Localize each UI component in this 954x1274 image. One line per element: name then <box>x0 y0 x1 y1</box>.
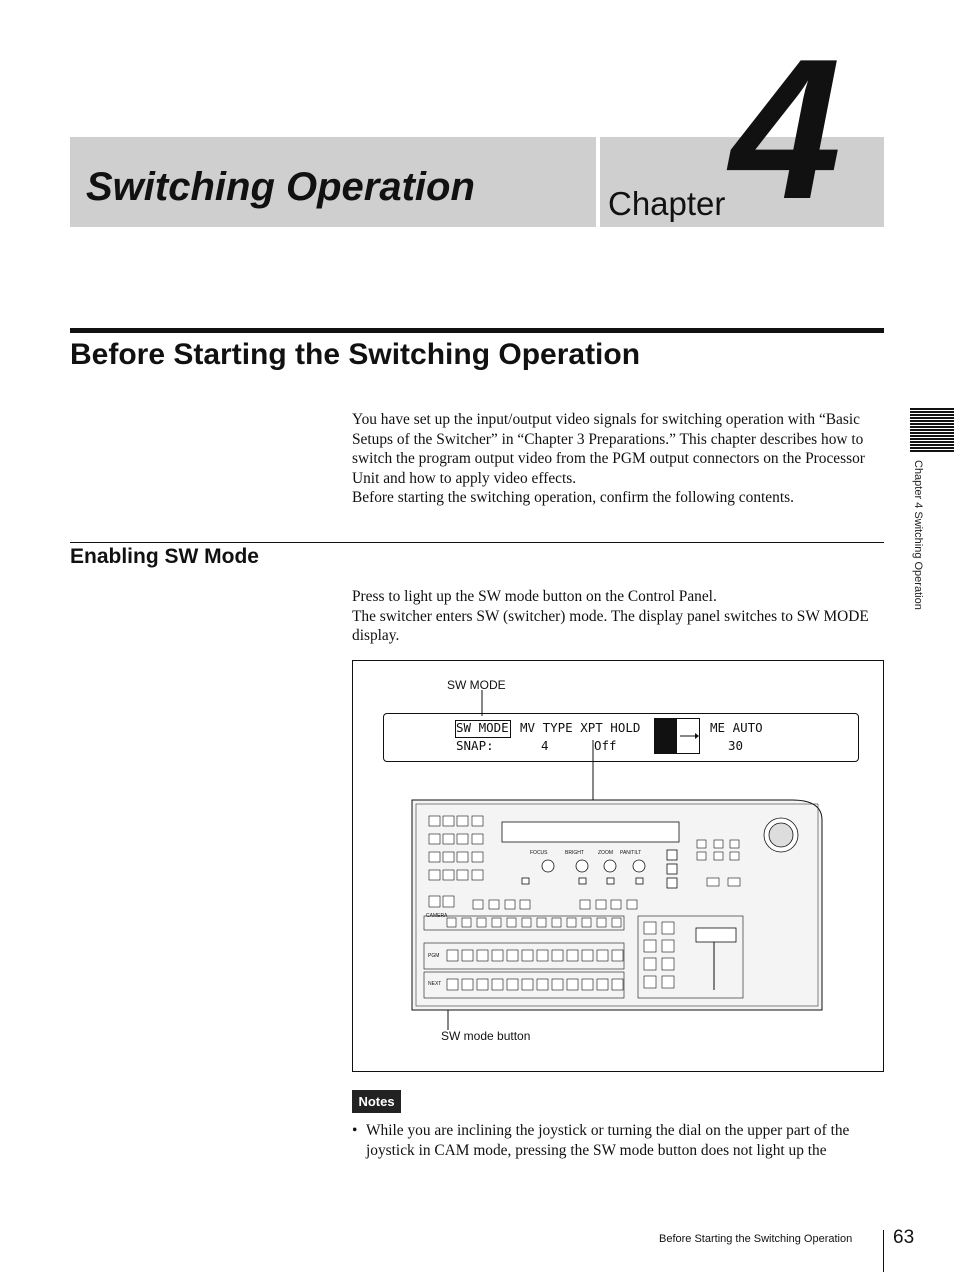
lcd-sw-mode: SW MODE <box>456 720 509 735</box>
lcd-auto-value: 30 <box>728 738 744 753</box>
section-rule <box>70 328 884 333</box>
label-pan-tilt: PAN/TILT <box>620 850 642 856</box>
chapter-title: Switching Operation <box>86 165 475 209</box>
notes-item-text: While you are inclining the joystick or turning the dial on the upper part of the joystick in CAM mode, pressing the SW mode button does not light up the <box>366 1122 850 1159</box>
subsection-body <box>352 587 882 646</box>
notes-badge: Notes <box>352 1090 401 1113</box>
label-next-row: NEXT <box>428 981 442 987</box>
label-bright: BRIGHT <box>565 850 584 856</box>
bullet-dot: • <box>352 1122 358 1139</box>
label-pgm-row: PGM <box>428 953 440 959</box>
subsection-heading: Enabling SW Mode <box>70 545 259 568</box>
chapter-number: 4 <box>730 18 842 241</box>
lcd-hold-value: Off <box>594 738 617 753</box>
control-panel-illustration <box>352 660 882 1070</box>
callout-sw-mode-button: SW mode button <box>441 1029 531 1043</box>
section-heading: Before Starting the Switching Operation <box>70 338 641 371</box>
lcd-snap-label: SNAP: <box>456 738 494 753</box>
subsection-rule <box>70 542 884 543</box>
chapter-label: Chapter <box>608 185 726 222</box>
side-tab-label: Chapter 4 Switching Operation <box>912 460 924 610</box>
subsection-paragraph-2: The switcher enters SW (switcher) mode. The display panel switches to SW MODE display. <box>352 607 869 644</box>
label-focus: FOCUS <box>530 850 548 856</box>
lcd-row1-middle: MV TYPE XPT HOLD <box>520 720 641 735</box>
lcd-me-auto: ME AUTO <box>710 720 763 735</box>
side-tab-stripes <box>910 408 954 453</box>
footer-running-title: Before Starting the Switching Operation <box>659 1233 853 1245</box>
callout-sw-mode: SW MODE <box>447 678 506 692</box>
lcd-snap-value: 4 <box>541 738 549 753</box>
notes-item <box>352 1121 884 1160</box>
section-intro <box>352 410 882 508</box>
subsection-paragraph-1: Press to light up the SW mode button on the Control Panel. <box>352 588 717 605</box>
page-number: 63 <box>893 1227 915 1248</box>
label-zoom: ZOOM <box>598 850 613 856</box>
intro-paragraph-2: Before starting the switching operation, confirm the following contents. <box>352 489 794 506</box>
label-camera-row: CAMERA <box>426 913 448 919</box>
intro-paragraph-1: You have set up the input/output video signals for switching operation with “Basic Setups of the Switcher” in “Chapter 3 Preparations.” This chapter describes how to switch the program output video from the PGM output connectors on the Processor Unit and how to apply video effects. <box>352 411 865 487</box>
footer-divider <box>883 1230 884 1272</box>
